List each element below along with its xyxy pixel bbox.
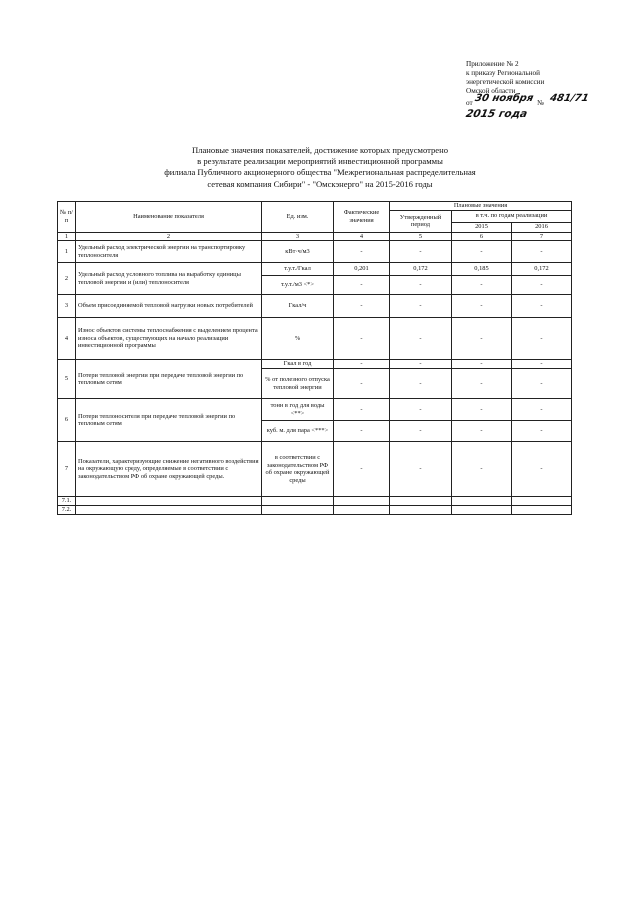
row-num: 5 [58, 360, 76, 399]
column-index: 6 [452, 232, 512, 241]
row-2015: - [452, 360, 512, 369]
title-line: сетевая компания Сибири" - "Омскэнерго" на 2015-2016 годы [207, 178, 433, 189]
empty-cell [76, 497, 262, 506]
row-name: Потери тепловой энергии при передаче тепловой энергии по тепловым сетям [76, 360, 262, 399]
row-2015: - [452, 399, 512, 421]
row-num: 6 [58, 399, 76, 442]
table-row [58, 506, 572, 515]
row-num: 7.2. [58, 506, 76, 515]
row-2016: - [512, 399, 572, 421]
row-num: 2 [58, 263, 76, 295]
empty-cell [390, 497, 452, 506]
row-approved: - [390, 295, 452, 318]
row-num: 1 [58, 241, 76, 263]
row-approved: - [390, 369, 452, 399]
row-actual: - [334, 369, 390, 399]
appendix-line: Омской области [466, 87, 516, 95]
column-index: 2 [76, 232, 262, 241]
row-unit: % [262, 318, 334, 360]
empty-cell [334, 497, 390, 506]
header-num: № п/п [58, 202, 76, 233]
row-2015: - [452, 241, 512, 263]
title-line: в результате реализации мероприятий инвестиционной программы [197, 156, 443, 167]
title-line: Плановые значения показателей, достижение которых предусмотрено [191, 145, 448, 155]
row-2015: - [452, 442, 512, 497]
column-index: 3 [262, 232, 334, 241]
appendix-line: к приказу Региональной [466, 69, 540, 77]
row-2016: - [512, 442, 572, 497]
header-approved: Утвержденный период [390, 210, 452, 232]
row-approved: - [390, 318, 452, 360]
table-row [58, 360, 572, 369]
row-2015: - [452, 421, 512, 442]
table-row [58, 263, 572, 276]
row-actual: - [334, 318, 390, 360]
column-index: 4 [334, 232, 390, 241]
row-actual: - [334, 360, 390, 369]
row-approved: - [390, 442, 452, 497]
table-row [58, 318, 572, 360]
header-2016: 2016 [512, 222, 572, 232]
row-unit: кВт·ч/м3 [262, 241, 334, 263]
row-unit: Гкал/ч [262, 295, 334, 318]
row-name: Износ объектов системы теплоснабжения с выделением процента износа объектов, существующих на начало реализации инвестиционной программы [76, 318, 262, 360]
row-actual: - [334, 295, 390, 318]
row-num: 7 [58, 442, 76, 497]
header-actual: Фактические значения [334, 202, 390, 233]
row-name: Удельный расход электрической энергии на транспортировку теплоносителя [76, 241, 262, 263]
column-index: 7 [512, 232, 572, 241]
empty-cell [452, 506, 512, 515]
row-actual: - [334, 421, 390, 442]
row-approved: - [390, 276, 452, 295]
row-name: Объем присоединяемой тепловой нагрузки новых потребителей [76, 295, 262, 318]
empty-cell [512, 506, 572, 515]
row-unit: тонн в год для воды <**> [262, 399, 334, 421]
row-approved: - [390, 399, 452, 421]
row-2015: 0,185 [452, 263, 512, 276]
row-approved: - [390, 241, 452, 263]
column-index-row [58, 232, 572, 241]
document-title [110, 145, 530, 190]
row-2016: - [512, 318, 572, 360]
title-line: филиала Публичного акционерного общества "Межрегиональная распределительная [164, 167, 476, 178]
header-unit: Ед. изм. [262, 202, 334, 233]
row-unit: т.у.т./м3 <*> [262, 276, 334, 295]
row-unit: % от полезного отпуска тепловой энергии [262, 369, 334, 399]
empty-cell [262, 497, 334, 506]
table-row [58, 295, 572, 318]
number-prefix: № [537, 99, 544, 107]
column-index: 1 [58, 232, 76, 241]
row-unit: Гкал в год [262, 360, 334, 369]
row-approved: - [390, 421, 452, 442]
table-row [58, 241, 572, 263]
appendix-line: Приложение № 2 [466, 60, 519, 68]
empty-cell [390, 506, 452, 515]
row-actual: - [334, 399, 390, 421]
row-2016: - [512, 276, 572, 295]
row-name: Удельный расход условного топлива на выработку единицы тепловой энергии и (или) теплоносителя [76, 263, 262, 295]
header-name: Наименование показателя [76, 202, 262, 233]
header-2015: 2015 [452, 222, 512, 232]
row-actual: 0,201 [334, 263, 390, 276]
row-name: Показатели, характеризующие снижение негативного воздействия на окружающую среду, определяемые в соответствии с законодательством РФ об охране окружающей среды. [76, 442, 262, 497]
header-by-years: в т.ч. по годам реализации [452, 210, 572, 222]
empty-cell [512, 497, 572, 506]
order-date-row [466, 93, 626, 108]
row-approved: 0,172 [390, 263, 452, 276]
empty-cell [452, 497, 512, 506]
table-row [58, 497, 572, 506]
row-2015: - [452, 318, 512, 360]
row-2016: - [512, 295, 572, 318]
empty-cell [262, 506, 334, 515]
row-2016: - [512, 369, 572, 399]
row-name: Потери теплоносителя при передаче тепловой энергии по тепловым сетям [76, 399, 262, 442]
table-header-row [58, 202, 572, 211]
appendix-block [466, 60, 626, 108]
row-2016: - [512, 241, 572, 263]
table-row [58, 399, 572, 421]
empty-cell [76, 506, 262, 515]
handwritten-date: 30 ноября [473, 93, 535, 104]
row-2016: - [512, 360, 572, 369]
row-actual: - [334, 442, 390, 497]
row-unit: т.у.т./Гкал [262, 263, 334, 276]
row-unit: в соответствии с законодательством РФ об охране окружающей среды [262, 442, 334, 497]
row-2015: - [452, 369, 512, 399]
row-actual: - [334, 276, 390, 295]
empty-cell [334, 506, 390, 515]
row-2015: - [452, 295, 512, 318]
row-2016: 0,172 [512, 263, 572, 276]
row-2016: - [512, 421, 572, 442]
row-actual: - [334, 241, 390, 263]
handwritten-number: 481/71 [548, 93, 590, 104]
row-num: 7.1. [58, 497, 76, 506]
row-num: 3 [58, 295, 76, 318]
handwritten-year: 2015 года [464, 108, 529, 120]
column-index: 5 [390, 232, 452, 241]
indicators-table [57, 201, 572, 515]
table-row [58, 442, 572, 497]
header-planned: Плановые значения [390, 202, 572, 211]
row-unit: куб. м. для пара <***> [262, 421, 334, 442]
date-prefix: от [466, 99, 473, 107]
row-approved: - [390, 360, 452, 369]
row-2015: - [452, 276, 512, 295]
row-num: 4 [58, 318, 76, 360]
appendix-line: энергетической комиссии [466, 78, 545, 86]
